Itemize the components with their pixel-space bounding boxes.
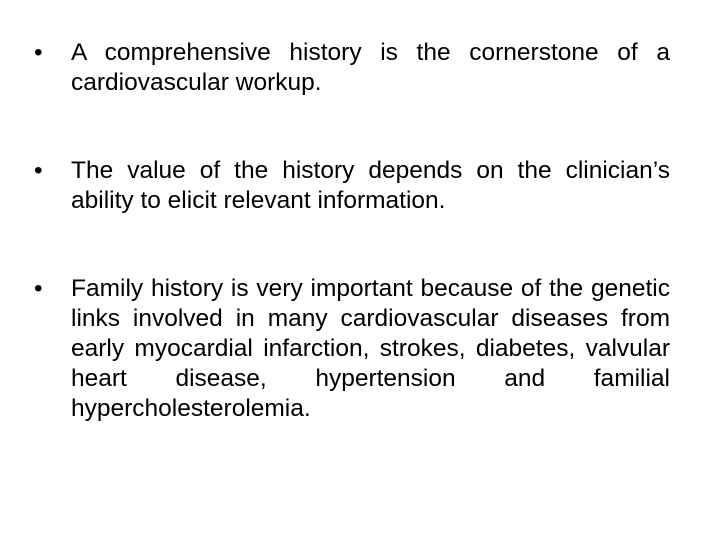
bullet-text: The value of the history depends on the clinician’s ability to elicit relevant information. <box>71 157 670 214</box>
bullet-marker: • <box>34 275 43 302</box>
bullet-marker: • <box>34 39 43 66</box>
bullet-item-1 <box>34 38 670 98</box>
bullet-item-2 <box>34 156 670 216</box>
bullet-item-3-last-line <box>34 394 670 424</box>
bullet-text: Family history is very important because of the genetic links involved in many cardiovascular diseases from early myocardial infarction, strokes, diabetes, valvular heart disease, hypertension and familial <box>71 275 670 392</box>
bullet-item-3 <box>34 274 670 394</box>
bullet-marker: • <box>34 157 43 184</box>
bullet-list <box>34 38 670 424</box>
bullet-text-last-line: hypercholesterolemia. <box>71 395 311 422</box>
bullet-text: A comprehensive history is the cornerstone of a cardiovascular workup. <box>71 39 670 96</box>
